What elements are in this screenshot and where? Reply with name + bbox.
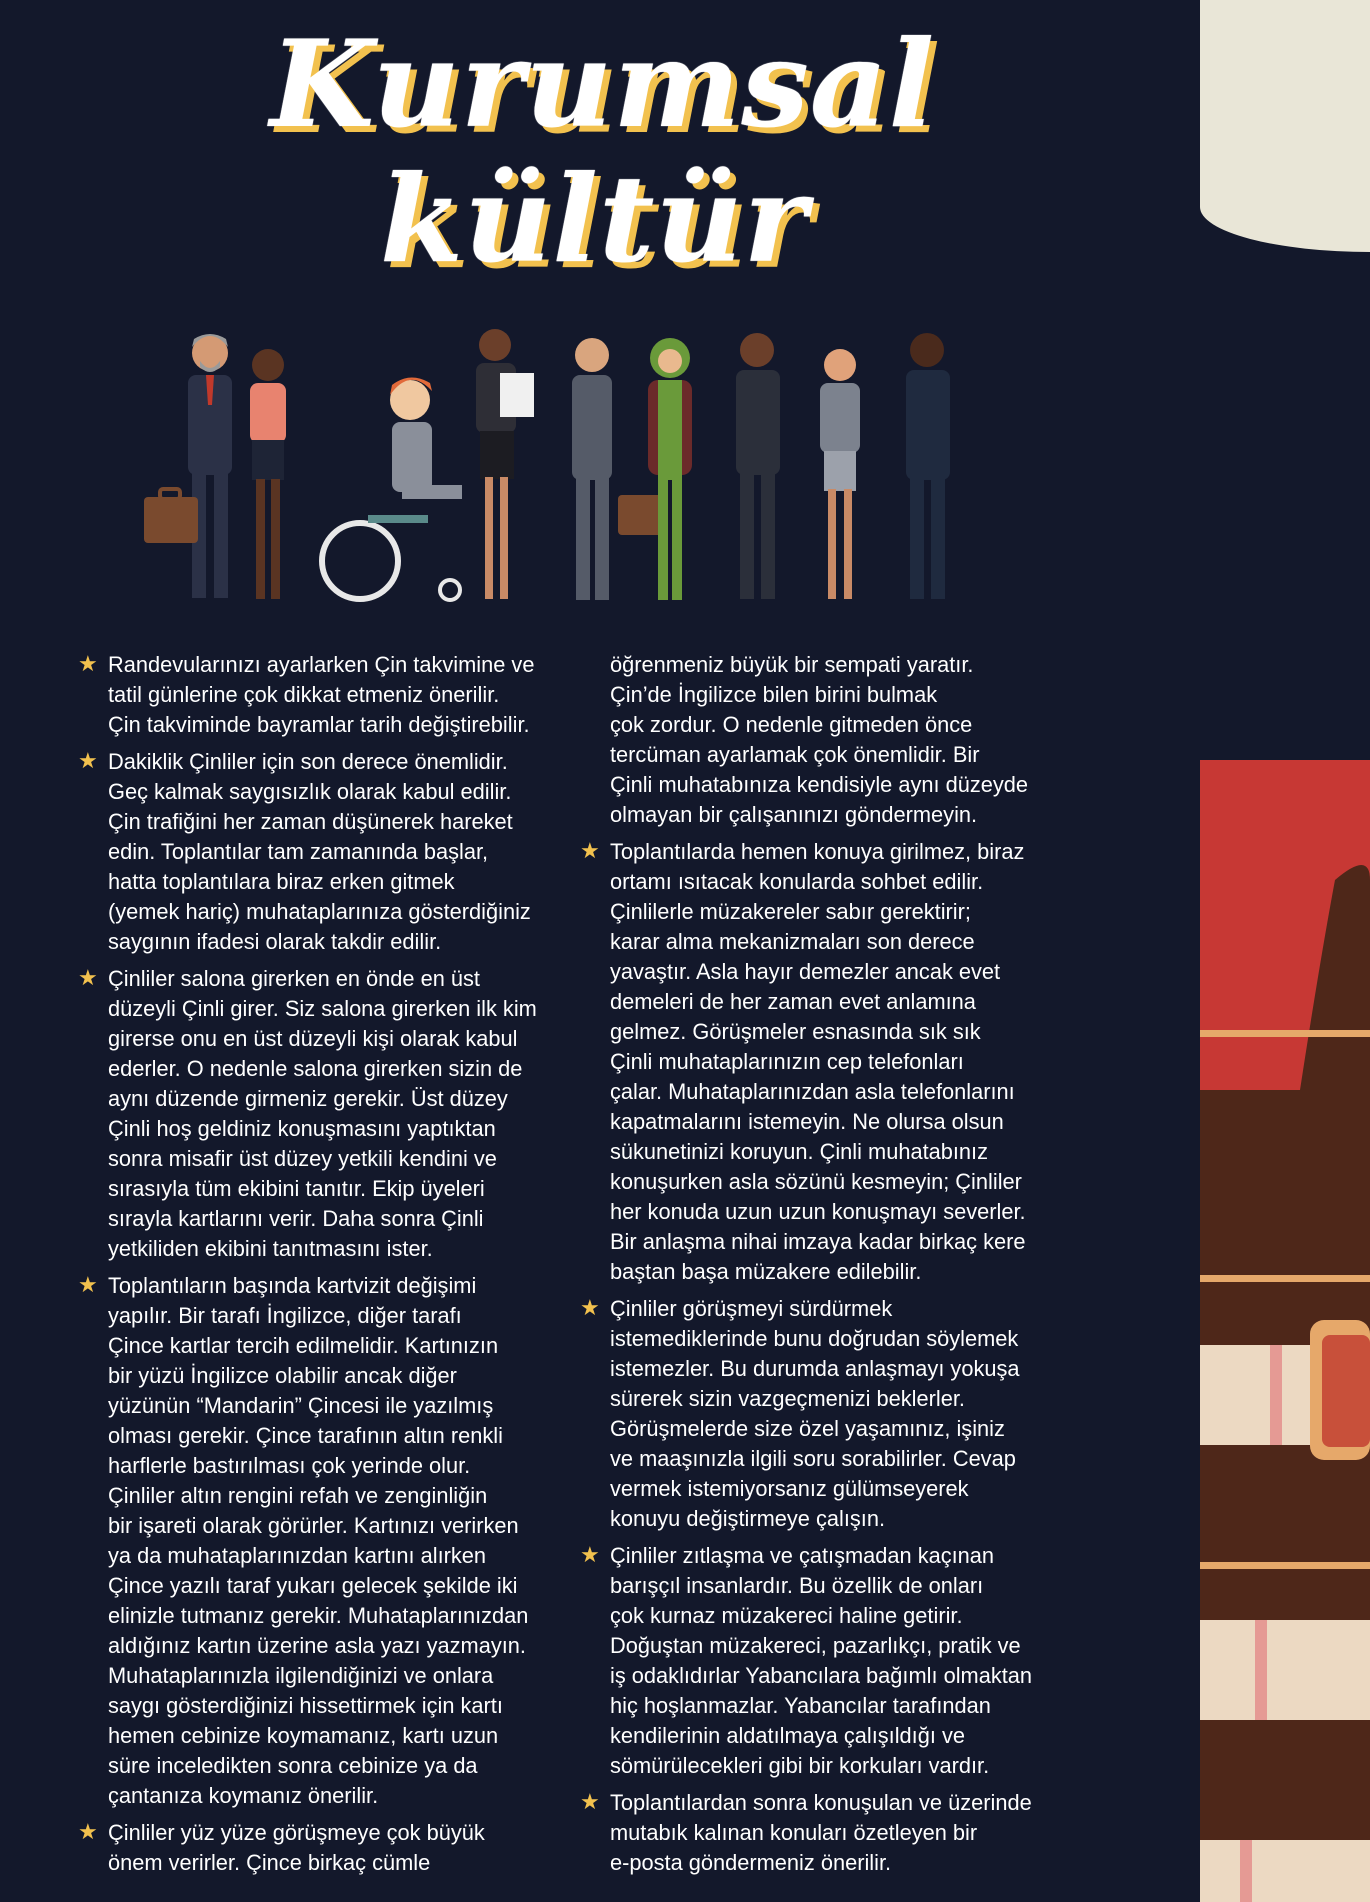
bullet-item: [78, 1271, 563, 1811]
text-line: saygı gösterdiğinizi hissettirmek için kartı: [108, 1693, 503, 1718]
left-text-column: [78, 650, 563, 1885]
text-line: yapılır. Bir tarafı İngilizce, diğer tarafı: [108, 1303, 462, 1328]
text-line: yavaştır. Asla hayır demezler ancak evet: [610, 959, 1001, 984]
text-line: Doğuştan müzakereci, pazarlıkçı, pratik ve: [610, 1633, 1021, 1658]
text-line: olmayan bir çalışanınızı göndermeyin.: [610, 802, 978, 827]
text-line: Bir anlaşma nihai imzaya kadar birkaç kere: [610, 1229, 1026, 1254]
star-icon: ★: [78, 749, 98, 774]
person-woman-grey-jacket: [820, 349, 860, 599]
text-line: süre inceledikten sonra cebinize ya da: [108, 1753, 478, 1778]
person-wheelchair-user: [322, 377, 462, 600]
bullet-item: [78, 650, 563, 740]
text-line: Çinliler zıtlaşma ve çatışmadan kaçınan: [610, 1543, 995, 1568]
text-line: her konuda uzun uzun konuşmayı severler.: [610, 1199, 1026, 1224]
text-line: bir yüzü İngilizce olabilir ancak diğer: [108, 1363, 457, 1388]
text-line: barışçıl insanlardır. Bu özellik de onları: [610, 1573, 984, 1598]
text-line: elinizle tutmanız gerekir. Muhataplarınızdan: [108, 1603, 529, 1628]
text-line: sömürülecekleri gibi bir korkuları vardır.: [610, 1753, 990, 1778]
text-line: aldığınız kartın üzerine asla yazı yazmayın.: [108, 1633, 526, 1658]
right-text-column: [580, 650, 1080, 1885]
text-line: Çinli muhataplarınızın cep telefonları: [610, 1049, 964, 1074]
title-line-2: kültür: [380, 149, 808, 290]
text-line: Görüşmelerde size özel yaşamınız, işiniz: [610, 1416, 1005, 1441]
text-line: Çinli hoş geldiniz konuşmasını yaptıktan: [108, 1116, 496, 1141]
bullet-item: [580, 1788, 1080, 1878]
text-line: Çinliler görüşmeyi sürdürmek: [610, 1296, 893, 1321]
text-line: tatil günlerine çok dikkat etmeniz önerilir.: [108, 682, 500, 707]
star-icon: ★: [580, 1296, 600, 1321]
text-line: önem verirler. Çince birkaç cümle: [108, 1850, 431, 1875]
text-line: demeleri de her zaman evet anlamına: [610, 989, 976, 1014]
text-line: kapatmalarını istemeyin. Ne olursa olsun: [610, 1109, 1004, 1134]
person-man-dark-suit: [736, 333, 780, 599]
bullet-item: [580, 837, 1080, 1287]
star-icon: ★: [580, 1543, 600, 1568]
text-line: Toplantılardan sonra konuşulan ve üzerinde: [610, 1790, 1032, 1815]
text-line: Çinli muhatabınıza kendisiyle aynı düzeyde: [610, 772, 1029, 797]
text-line: çok zordur. O nedenle gitmeden önce: [610, 712, 973, 737]
star-icon: ★: [580, 1790, 600, 1815]
text-line: Randevularınızı ayarlarken Çin takvimine ve: [108, 652, 535, 677]
person-woman-hijab: [648, 338, 692, 600]
text-line: karar alma mekanizmaları son derece: [610, 929, 975, 954]
text-line: (yemek hariç) muhataplarınıza gösterdiğiniz: [108, 899, 531, 924]
text-line: ortamı ısıtacak konularda sohbet edilir.: [610, 869, 984, 894]
text-line: çantanıza koymanız önerilir.: [108, 1783, 379, 1808]
text-line: istemezler. Bu durumda anlaşmayı yokuşa: [610, 1356, 1020, 1381]
text-line: saygının ifadesi olarak takdir edilir.: [108, 929, 442, 954]
text-line: yüzünün “Mandarin” Çincesi ile yazılmış: [108, 1393, 494, 1418]
text-line: istemediklerinde bunu doğrudan söylemek: [610, 1326, 1019, 1351]
business-people-illustration: [140, 325, 1000, 610]
text-line: girerse onu en üst düzeyli kişi olarak kabul: [108, 1026, 518, 1051]
person-elder-businessman: [144, 334, 232, 598]
text-line: çalar. Muhataplarınızdan asla telefonlarını: [610, 1079, 1015, 1104]
title-line-1: Kurumsal: [270, 14, 936, 155]
star-icon: ★: [78, 652, 98, 677]
text-line: aynı düzende girmeniz gerekir. Üst düzey: [108, 1086, 508, 1111]
person-man-navy-suit: [906, 333, 950, 599]
text-line: Çin’de İngilizce bilen birini bulmak: [610, 682, 938, 707]
text-line: ya da muhataplarınızdan kartını alırken: [108, 1543, 487, 1568]
text-line: Çince yazılı taraf yukarı gelecek şekilde iki: [108, 1573, 518, 1598]
text-line: hiç hoşlanmazlar. Yabancılar tarafından: [610, 1693, 991, 1718]
text-line: sırasıyla tüm ekibini tanıtır. Ekip üyeleri: [108, 1176, 485, 1201]
text-line: Çinliler salona girerken en önde en üst: [108, 966, 480, 991]
text-line: harflerle bastırılması çok yerinde olur.: [108, 1453, 471, 1478]
text-line: sükunetinizi koruyun. Çinli muhatabınız: [610, 1139, 989, 1164]
text-line: Çinliler yüz yüze görüşmeye çok büyük: [108, 1820, 485, 1845]
person-man-grey-suit: [572, 338, 662, 600]
bullet-item: [580, 1541, 1080, 1781]
bullet-item: [78, 1818, 563, 1878]
person-woman-clipboard: [476, 329, 534, 599]
person-woman-pink-top: [250, 349, 286, 599]
text-line: yetkiliden ekibini tanıtmasını ister.: [108, 1236, 433, 1261]
text-line: konuyu değiştirmeye çalışın.: [610, 1506, 886, 1531]
text-line: konuşurken asla sözünü kesmeyin; Çinliler: [610, 1169, 1022, 1194]
text-line: sırayla kartlarını verir. Daha sonra Çinli: [108, 1206, 484, 1231]
text-line: Geç kalmak saygısızlık olarak kabul edilir.: [108, 779, 512, 804]
text-line: Çin takviminde bayramlar tarih değiştirebilir.: [108, 712, 530, 737]
bullet-item: [78, 747, 563, 957]
text-line: ve maaşınızla ilgili soru sorabilirler. Cevap: [610, 1446, 1016, 1471]
star-icon: ★: [580, 839, 600, 864]
text-line: Dakiklik Çinliler için son derece önemlidir.: [108, 749, 508, 774]
text-line: Çinliler altın rengini refah ve zenginliğin: [108, 1483, 488, 1508]
text-line: bir işareti olarak görürler. Kartınızı verirken: [108, 1513, 519, 1538]
text-line: sürerek sizin vazgeçmenizi beklerler.: [610, 1386, 965, 1411]
star-icon: ★: [78, 1273, 98, 1298]
text-line: baştan başa müzakere edilebilir.: [610, 1259, 922, 1284]
text-line: öğrenmeniz büyük bir sempati yaratır.: [610, 652, 974, 677]
text-line: mutabık kalınan konuları özetleyen bir: [610, 1820, 978, 1845]
text-line: vermek istemiyorsanız gülümseyerek: [610, 1476, 969, 1501]
text-line: Çince kartlar tercih edilmelidir. Kartınızın: [108, 1333, 499, 1358]
right-edge-decoration: [1200, 760, 1370, 1902]
text-line: Çin trafiğini her zaman düşünerek hareket: [108, 809, 513, 834]
star-icon: ★: [78, 1820, 98, 1845]
text-line: iş odaklıdırlar Yabancılara bağımlı olmaktan: [610, 1663, 1033, 1688]
text-line: Toplantılarda hemen konuya girilmez, biraz: [610, 839, 1025, 864]
text-line: Muhataplarınızla ilgilendiğinizi ve onlara: [108, 1663, 494, 1688]
text-line: kendilerinin aldatılmaya çalışıldığı ve: [610, 1723, 965, 1748]
text-line: ederler. O nedenle salona girerken sizin de: [108, 1056, 523, 1081]
bullet-item: [78, 964, 563, 1264]
text-line: e-posta göndermeniz önerilir.: [610, 1850, 892, 1875]
text-line: düzeyli Çinli girer. Siz salona girerken ilk kim: [108, 996, 537, 1021]
text-line: olması gerekir. Çince tarafının altın renkli: [108, 1423, 503, 1448]
text-line: edin. Toplantılar tam zamanında başlar,: [108, 839, 489, 864]
text-line: çok kurnaz müzakereci haline getirir.: [610, 1603, 963, 1628]
bullet-continuation: [580, 650, 1080, 830]
star-icon: ★: [78, 966, 98, 991]
text-line: Toplantıların başında kartvizit değişimi: [108, 1273, 477, 1298]
bullet-item: [580, 1294, 1080, 1534]
text-line: tercüman ayarlamak çok önemlidir. Bir: [610, 742, 980, 767]
decorative-cream-shape: [1200, 0, 1370, 252]
text-line: hatta toplantılara biraz erken gitmek: [108, 869, 455, 894]
text-line: hemen cebinize koymamanız, kartı uzun: [108, 1723, 499, 1748]
text-line: Çinlilerle müzakereler sabır gerektirir;: [610, 899, 971, 924]
text-line: gelmez. Görüşmeler esnasında sık sık: [610, 1019, 981, 1044]
text-line: sonra misafir üst düzey yetkili kendini ve: [108, 1146, 497, 1171]
